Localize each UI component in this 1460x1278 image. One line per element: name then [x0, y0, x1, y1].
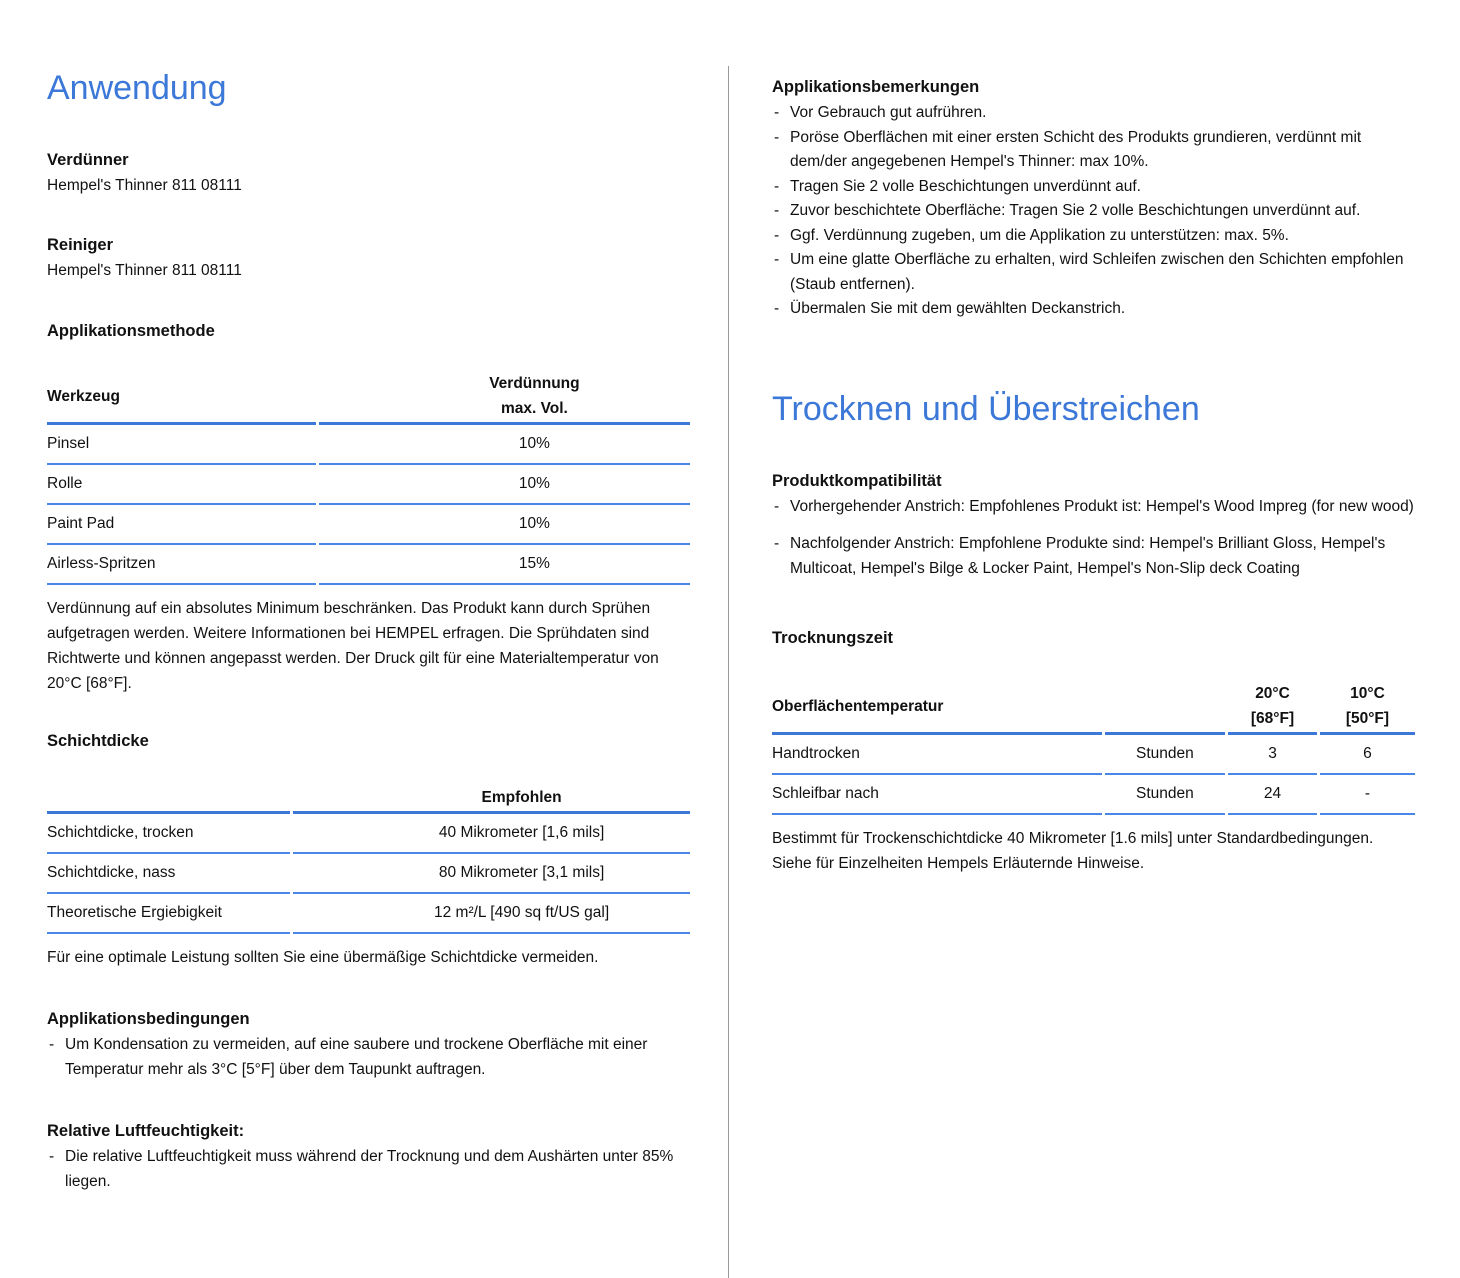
col-header-10c-line1: 10°C: [1350, 685, 1385, 702]
table-header-row: [47, 785, 690, 814]
film-value: 12 m²/L [490 sq ft/US gal]: [293, 894, 690, 934]
drying-value-20c: 3: [1228, 735, 1317, 775]
tool-value: 10%: [319, 425, 690, 465]
bullet-dash: -: [774, 497, 780, 515]
list-item: [772, 297, 1415, 322]
tool-value: 10%: [319, 465, 690, 505]
col-header-tool: Werkzeug: [47, 371, 316, 425]
list-item: [772, 199, 1415, 224]
bullet-dash: -: [774, 226, 780, 244]
column-divider: [728, 66, 729, 1278]
table-row: [47, 894, 690, 934]
bullet-dash: -: [774, 104, 780, 121]
tool-name: Rolle: [47, 465, 316, 505]
drying-unit: Stunden: [1105, 775, 1225, 815]
bullet-text: Poröse Oberflächen mit einer ersten Schicht des Produkts grundieren, verdünnt mit dem/der angegebenen Hempel's Thinner: max 10%.: [790, 128, 1362, 170]
list-item: [772, 101, 1415, 126]
cleaner-label: Reiniger: [47, 236, 114, 254]
list-item: [47, 1145, 690, 1194]
humidity-title: Relative Luftfeuchtigkeit:: [47, 1122, 245, 1140]
col-header-empty: [47, 785, 290, 814]
tool-value: 10%: [319, 505, 690, 545]
film-value: 80 Mikrometer [3,1 mils]: [293, 854, 690, 894]
drying-time-table: [769, 681, 1418, 815]
table-row: [47, 814, 690, 854]
bullet-text: Die relative Luftfeuchtigkeit muss während der Trocknung und dem Aushärten unter 85% liegen.: [65, 1148, 674, 1190]
tool-name: Pinsel: [47, 425, 316, 465]
bullet-text: Ggf. Verdünnung zugeben, um die Applikation zu unterstützen: max. 5%.: [790, 226, 1289, 244]
drying-label: Schleifbar nach: [772, 775, 1102, 815]
bullet-dash: -: [49, 1036, 55, 1053]
bullet-dash: -: [774, 251, 780, 268]
application-conditions-list: [47, 1033, 690, 1082]
application-remarks-list: [772, 101, 1415, 322]
film-label: Schichtdicke, trocken: [47, 814, 290, 854]
drying-label: Handtrocken: [772, 735, 1102, 775]
film-thickness-note: Für eine optimale Leistung sollten Sie eine übermäßige Schichtdicke vermeiden.: [47, 949, 599, 966]
table-row: [47, 505, 690, 545]
table-row: [47, 465, 690, 505]
bullet-text: Um Kondensation zu vermeiden, auf eine saubere und trockene Oberfläche mit einer Temperatur mehr als 3°C [5°F] über dem Taupunkt auftragen.: [65, 1036, 648, 1078]
bullet-text: Nachfolgender Anstrich: Empfohlene Produkte sind: Hempel's Brilliant Gloss, Hempel's Multicoat, Hempel's Bilge & Locker Paint, Hempel's Non-Slip deck Coating: [790, 535, 1386, 577]
application-conditions-title: Applikationsbedingungen: [47, 1010, 250, 1028]
tool-name: Paint Pad: [47, 505, 316, 545]
section-title-anwendung: Anwendung: [47, 69, 227, 107]
bullet-dash: -: [774, 177, 780, 195]
film-label: Schichtdicke, nass: [47, 854, 290, 894]
drying-time-title: Trocknungszeit: [772, 629, 894, 647]
table-row: [47, 545, 690, 585]
drying-unit: Stunden: [1105, 735, 1225, 775]
film-label: Theoretische Ergiebigkeit: [47, 894, 290, 934]
film-thickness-table: [44, 785, 693, 934]
bullet-dash: -: [774, 128, 780, 146]
film-value: 40 Mikrometer [1,6 mils]: [293, 814, 690, 854]
col-header-dilution-line1: Verdünnung: [489, 375, 580, 392]
left-column: [47, 70, 690, 1194]
drying-time-note: Bestimmt für Trockenschichtdicke 40 Mikrometer [1.6 mils] unter Standardbedingungen. Siehe für Einzelheiten Hempels Erläuternde Hinweise.: [772, 830, 1374, 872]
bullet-dash: -: [774, 300, 780, 317]
col-header-20c: [1228, 681, 1317, 735]
bullet-dash: -: [774, 202, 780, 219]
col-header-surface-temp: Oberflächentemperatur: [772, 681, 1102, 735]
product-compatibility-title: Produktkompatibilität: [772, 471, 942, 490]
drying-value-20c: 24: [1228, 775, 1317, 815]
drying-value-10c: 6: [1320, 735, 1415, 775]
tool-value: 15%: [319, 545, 690, 585]
application-method-note: Verdünnung auf ein absolutes Minimum beschränken. Das Produkt kann durch Sprühen aufgetragen werden. Weitere Informationen bei HEMPEL erfragen. Die Sprühdaten sind Richtwerte und können angepasst werden. Der Druck gilt für eine Materialtemperatur von 20°C [68°F].: [47, 600, 659, 692]
col-header-dilution: [319, 371, 690, 425]
humidity-list: [47, 1145, 690, 1194]
table-header-row: [47, 371, 690, 425]
section-title-trocknen: Trocknen und Überstreichen: [772, 389, 1200, 428]
list-item: [772, 495, 1415, 520]
cleaner-block: [47, 233, 690, 283]
col-header-unit-empty: [1105, 681, 1225, 735]
thinner-value: Hempel's Thinner 811 08111: [47, 177, 242, 194]
table-row: [772, 735, 1415, 775]
product-compatibility-list: [772, 495, 1415, 582]
col-header-dilution-line2: max. Vol.: [500, 400, 568, 417]
table-header-row: [772, 681, 1415, 735]
application-method-title: Applikationsmethode: [47, 322, 215, 340]
application-remarks-title: Applikationsbemerkungen: [772, 78, 980, 96]
film-thickness-title: Schichtdicke: [47, 732, 149, 750]
bullet-text: Übermalen Sie mit dem gewählten Deckanstrich.: [790, 300, 1126, 317]
list-item: [772, 126, 1415, 175]
table-row: [47, 854, 690, 894]
col-header-10c-line2: [50°F]: [1345, 710, 1390, 727]
list-item: [772, 532, 1415, 581]
bullet-dash: -: [49, 1148, 55, 1165]
bullet-text: Um eine glatte Oberfläche zu erhalten, wird Schleifen zwischen den Schichten empfohlen (Staub entfernen).: [790, 251, 1404, 293]
list-item: [772, 175, 1415, 200]
cleaner-value: Hempel's Thinner 811 08111: [47, 262, 242, 279]
list-item: [772, 224, 1415, 249]
col-header-10c: [1320, 681, 1415, 735]
list-item: [47, 1033, 690, 1082]
col-header-recommended: Empfohlen: [293, 785, 690, 814]
application-method-table: [44, 371, 693, 585]
table-row: [772, 775, 1415, 815]
thinner-block: [47, 148, 690, 198]
list-item: [772, 248, 1415, 297]
col-header-20c-line2: [68°F]: [1250, 710, 1295, 727]
col-header-20c-line1: 20°C: [1255, 685, 1290, 702]
bullet-text: Vorhergehender Anstrich: Empfohlenes Produkt ist: Hempel's Wood Impreg (for new wood): [790, 497, 1414, 515]
bullet-text: Zuvor beschichtete Oberfläche: Tragen Sie 2 volle Beschichtungen unverdünnt auf.: [790, 202, 1361, 219]
drying-value-10c: -: [1320, 775, 1415, 815]
bullet-dash: -: [774, 535, 780, 552]
tool-name: Airless-Spritzen: [47, 545, 316, 585]
table-row: [47, 425, 690, 465]
bullet-text: Tragen Sie 2 volle Beschichtungen unverdünnt auf.: [790, 177, 1141, 195]
bullet-text: Vor Gebrauch gut aufrühren.: [790, 104, 987, 121]
thinner-label: Verdünner: [47, 151, 129, 169]
right-column: [772, 75, 1415, 876]
